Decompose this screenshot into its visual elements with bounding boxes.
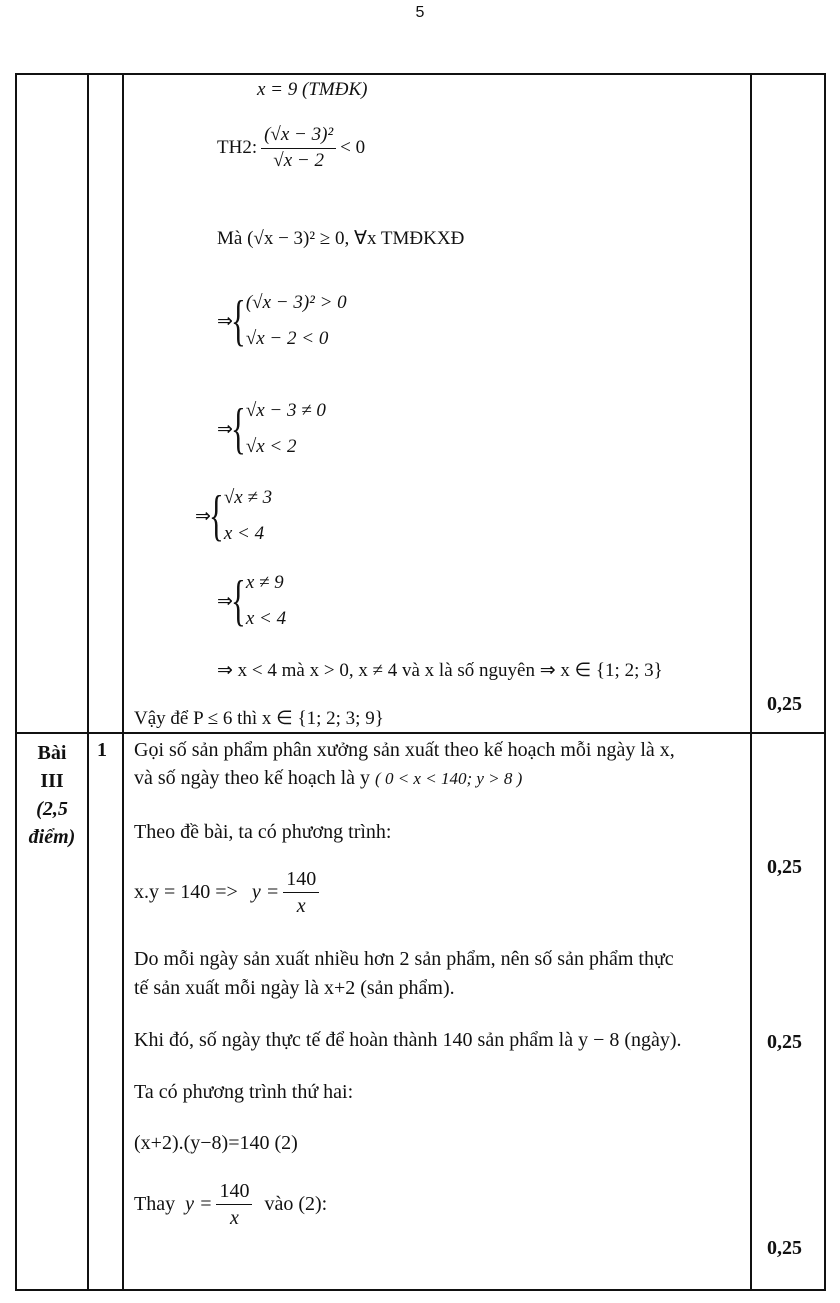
bai3-paragraph: Theo đề bài, ta có phương trình: [134, 821, 392, 843]
system-lines [246, 393, 326, 465]
col-divider [87, 75, 89, 1289]
fraction-denominator: x [230, 1207, 239, 1229]
bai3-paragraph: Khi đó, số ngày thực tế để hoàn thành 140 sản phẩm là y − 8 (ngày). [134, 1029, 682, 1051]
fraction-numerator: (√x − 3)² [261, 125, 336, 149]
paragraph-text: và số ngày theo kế hoạch là y [134, 767, 371, 789]
answer-table [15, 73, 826, 1291]
fraction-denominator: x [296, 895, 306, 917]
paragraph-text: vào (2): [264, 1193, 328, 1215]
equation-text: y = [185, 1193, 213, 1215]
system-line: √x ≠ 3 [223, 487, 273, 508]
implies-symbol: ⇒ [217, 418, 233, 440]
ma-line: Mà (√x − 3)² ≥ 0, ∀x TMĐKXĐ [217, 228, 465, 249]
system-line: √x < 2 [245, 436, 297, 458]
part-number: 1 [97, 739, 107, 761]
problem-points: (2,5 [36, 798, 68, 820]
implies-symbol: ⇒ [217, 310, 233, 332]
solution-line: x = 9 (TMĐK) [257, 79, 368, 100]
paragraph-text: Thay [134, 1193, 176, 1215]
system-line: x < 4 [223, 523, 265, 545]
bai3-paragraph: Gọi số sản phẩm phân xưởng sản xuất theo kế hoạch mỗi ngày là x, [134, 739, 675, 761]
problem-label-line: III [40, 770, 64, 792]
system-lines [246, 565, 286, 637]
final-answer-line: Vậy để P ≤ 6 thì x ∈ {1; 2; 3; 9} [134, 708, 384, 729]
substitution-line [134, 1180, 327, 1229]
fraction-numerator: 140 [283, 868, 319, 893]
brace-icon: { [230, 290, 246, 353]
problem-label [17, 739, 87, 851]
brace-icon: { [230, 398, 246, 461]
th2-label: TH2: [217, 137, 258, 159]
brace-icon: { [208, 485, 224, 548]
system-line: x < 4 [245, 608, 287, 630]
system-1 [217, 285, 347, 357]
system-line: √x − 3 ≠ 0 [245, 400, 326, 421]
equation-text: x.y = 140 => [134, 881, 238, 903]
problem-label-line: Bài [37, 742, 67, 764]
col-divider [122, 75, 124, 1289]
equation-1 [134, 868, 323, 917]
bai3-paragraph: Do mỗi ngày sản xuất nhiều hơn 2 sản phẩm, nên số sản phẩm thực [134, 948, 674, 970]
conclusion-line: ⇒ x < 4 mà x > 0, x ≠ 4 và x là số nguyên ⇒ x ∈ {1; 2; 3} [217, 660, 663, 681]
th2-inequality [217, 125, 365, 172]
implies-symbol: ⇒ [195, 505, 211, 527]
system-3 [195, 480, 272, 552]
score-value: 0,25 [767, 856, 802, 878]
system-lines [224, 480, 272, 552]
condition-text: ( 0 < x < 140; y > 8 ) [375, 769, 523, 788]
system-4 [217, 565, 286, 637]
bai3-paragraph: Ta có phương trình thứ hai: [134, 1081, 354, 1103]
bai3-paragraph: tế sản xuất mỗi ngày là x+2 (sản phẩm). [134, 977, 455, 999]
th2-fraction [261, 125, 336, 172]
page-number: 5 [415, 4, 425, 21]
system-line: x ≠ 9 [245, 572, 284, 593]
equation-2: (x+2).(y−8)=140 (2) [134, 1132, 298, 1154]
implies-symbol: ⇒ [217, 590, 233, 612]
equation-text: y = [251, 881, 280, 903]
problem-points: điểm) [28, 826, 76, 848]
score-value: 0,25 [767, 1031, 802, 1053]
equation-fraction [283, 868, 319, 917]
th2-relation: < 0 [340, 137, 366, 159]
system-2 [217, 393, 326, 465]
score-value: 0,25 [767, 693, 802, 715]
row-divider [17, 732, 824, 734]
equation-fraction [216, 1180, 252, 1229]
col-divider [750, 75, 752, 1289]
system-lines [246, 285, 347, 357]
system-line: √x − 2 < 0 [245, 328, 329, 350]
fraction-denominator: √x − 2 [273, 149, 324, 171]
fraction-numerator: 140 [216, 1180, 252, 1205]
brace-icon: { [230, 570, 246, 633]
score-value: 0,25 [767, 1237, 802, 1259]
system-line: (√x − 3)² > 0 [245, 292, 347, 313]
bai3-paragraph [134, 767, 522, 790]
